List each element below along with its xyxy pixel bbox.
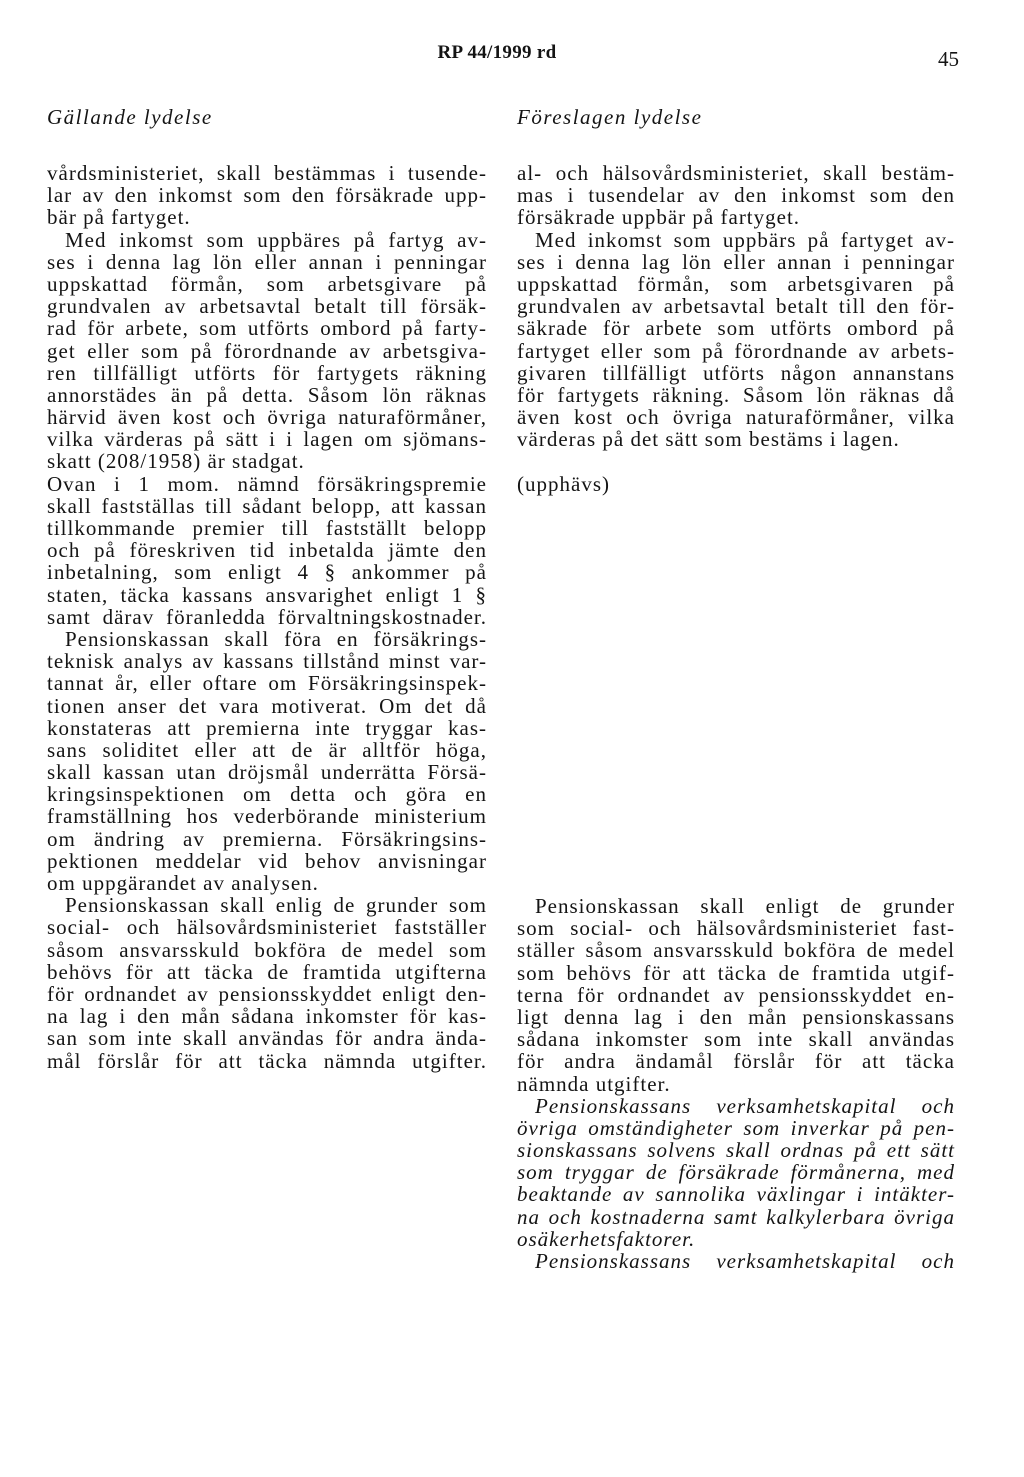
text-line: lar av den inkomst som den försäkrade upp- xyxy=(47,183,487,208)
text-line: mål förslår för att täcka nämnda utgifter. xyxy=(47,1048,487,1073)
text-line: bär på fartyget. xyxy=(47,205,191,230)
text-line: staten, täcka kassans ansvarighet enligt 1 § xyxy=(47,582,487,607)
text-line: för fartygets räkning. Såsom lön räknas då xyxy=(517,382,955,407)
proposed-wording-block-1 xyxy=(517,162,955,450)
text-line: fartyget eller som på förordnande av arbets- xyxy=(517,338,955,363)
text-line: givaren tillfälligt utförts någon annanstans xyxy=(517,360,955,385)
text-line: för ordnandet av pensionsskyddet enligt den- xyxy=(47,981,487,1006)
text-line: härvid även kost och övriga naturaförmåner, xyxy=(47,405,487,430)
text-line: vårdsministeriet, skall bestämmas i tusende- xyxy=(47,161,487,185)
text-line: som social- och hälsovårdsministeriet fast- xyxy=(517,916,955,941)
text-line: behövs för att täcka de framtida utgifterna xyxy=(47,959,487,984)
italic-text-line: na och kostnaderna samt kalkylerbara övriga xyxy=(517,1204,955,1229)
italic-text-line: beaktande av sannolika växlingar i intäkter- xyxy=(517,1182,955,1207)
text-line: om uppgärandet av analysen. xyxy=(47,871,319,895)
text-line: Ovan i 1 mom. nämnd försäkringspremie xyxy=(47,471,487,496)
text-line: ren tillfälligt utförts för fartygets räkning xyxy=(47,360,487,385)
text-line: al- och hälsovårdsministeriet, skall bestäm- xyxy=(517,161,955,185)
text-line: Med inkomst som uppbärs på fartyget av- xyxy=(535,227,955,252)
text-line: framställning hos vederbörande ministerium xyxy=(47,804,487,829)
proposed-wording-block-2 xyxy=(517,895,955,1272)
text-line: terna för ordnandet av pensionsskyddet en- xyxy=(517,982,955,1007)
text-line: för andra ändamål förslår för att täcka xyxy=(517,1049,955,1074)
current-wording-heading: Gällande lydelse xyxy=(47,105,213,129)
text-line: även kost och övriga naturaförmåner, vilka xyxy=(517,405,955,430)
text-line: som behövs för att täcka de framtida utgif- xyxy=(517,960,955,985)
text-line: tannat år, eller oftare om Försäkringsinspek- xyxy=(47,671,487,696)
text-line: nämnda utgifter. xyxy=(517,1071,671,1096)
text-line: tionen anser det vara motiverat. Om det då xyxy=(47,693,487,718)
text-line: konstateras att premierna inte tryggar kas- xyxy=(47,715,487,740)
text-line: ligt denna lag i den mån pensionskassans xyxy=(517,1004,955,1029)
repealed-note: (upphävs) xyxy=(517,472,610,496)
text-line: san som inte skall användas för andra ända- xyxy=(47,1026,487,1051)
text-line: värderas på det sätt som bestäms i lagen. xyxy=(517,427,900,452)
text-line: uppskattad förmån, som arbetsgivaren på xyxy=(517,271,955,296)
italic-text-line: Pensionskassans verksamhetskapital och xyxy=(535,1249,955,1273)
text-line: skall fastställas till sådant belopp, att kassan xyxy=(47,493,487,518)
proposed-wording-repealed xyxy=(517,473,955,495)
text-line: inbetalning, som enligt 4 § ankommer på xyxy=(47,560,487,585)
text-line: om ändring av premierna. Försäkringsins- xyxy=(47,826,487,851)
text-line: uppskattad förmån, som arbetsgivare på xyxy=(47,271,487,296)
text-line: sans soliditet eller att de är alltför höga, xyxy=(47,737,487,762)
text-line: ses i denna lag lön eller annan i penningar xyxy=(47,249,487,274)
text-line: försäkrade uppbär på fartyget. xyxy=(517,205,801,230)
text-line: och på föreskriven tid inbetalda jämte den xyxy=(47,538,487,563)
text-line: annorstädes än på detta. Såsom lön räknas xyxy=(47,382,487,407)
text-line: skall kassan utan dröjsmål underrätta Försä- xyxy=(47,760,487,785)
italic-text-line: övriga omständigheter som inverkar på pen- xyxy=(517,1115,955,1140)
text-line: samt därav föranledda förvaltningskostnader. xyxy=(47,604,487,629)
text-line: skatt (208/1958) är stadgat. xyxy=(47,449,305,474)
text-line: Pensionskassan skall enligt de grunder xyxy=(535,894,955,918)
text-line: sådana inkomster som inte skall användas xyxy=(517,1027,955,1052)
italic-text-line: Pensionskassans verksamhetskapital och xyxy=(535,1093,955,1118)
text-line: ställer såsom ansvarsskuld bokföra de medel xyxy=(517,938,955,963)
text-line: grundvalen av arbetsavtal betalt till försäk- xyxy=(47,294,487,319)
text-line: teknisk analys av kassans tillstånd minst var- xyxy=(47,649,487,674)
text-line: mas i tusendelar av den inkomst som den xyxy=(517,183,955,208)
text-line: säkrade för arbete som utförts ombord på xyxy=(517,316,955,341)
text-line: vilka värderas på sätt i i lagen om sjömans- xyxy=(47,427,487,452)
text-line: grundvalen av arbetsavtal betalt till den för- xyxy=(517,294,955,319)
text-line: Pensionskassan skall enlig de grunder som xyxy=(65,893,487,918)
text-line: rad för arbete, som utförts ombord på farty- xyxy=(47,316,487,341)
document-reference: RP 44/1999 rd xyxy=(437,42,557,63)
proposed-wording-heading: Föreslagen lydelse xyxy=(517,105,703,129)
italic-text-line: som tryggar de försäkrade förmånerna, med xyxy=(517,1160,955,1185)
text-line: get eller som på förordnande av arbetsgiva- xyxy=(47,338,487,363)
text-line: Med inkomst som uppbäres på fartyg av- xyxy=(65,227,487,252)
italic-text-line: sionskassans solvens skall ordnas på ett sätt xyxy=(517,1138,955,1163)
italic-text-line: osäkerhetsfaktorer. xyxy=(517,1226,696,1251)
text-line: Pensionskassan skall föra en försäkrings- xyxy=(65,626,487,651)
text-line: tillkommande premier till fastställt belopp xyxy=(47,516,487,540)
current-wording-column xyxy=(47,162,487,1072)
text-line: ses i denna lag lön eller annan i penningar xyxy=(517,249,955,274)
text-line: pektionen meddelar vid behov anvisningar xyxy=(47,848,487,873)
page-number: 45 xyxy=(938,47,959,71)
text-line: social- och hälsovårdsministeriet fastställer xyxy=(47,915,487,940)
text-line: såsom ansvarsskuld bokföra de medel som xyxy=(47,937,487,962)
text-line: kringsinspektionen om detta och göra en xyxy=(47,782,487,807)
text-line: na lag i den mån sådana inkomster för kas- xyxy=(47,1004,487,1029)
